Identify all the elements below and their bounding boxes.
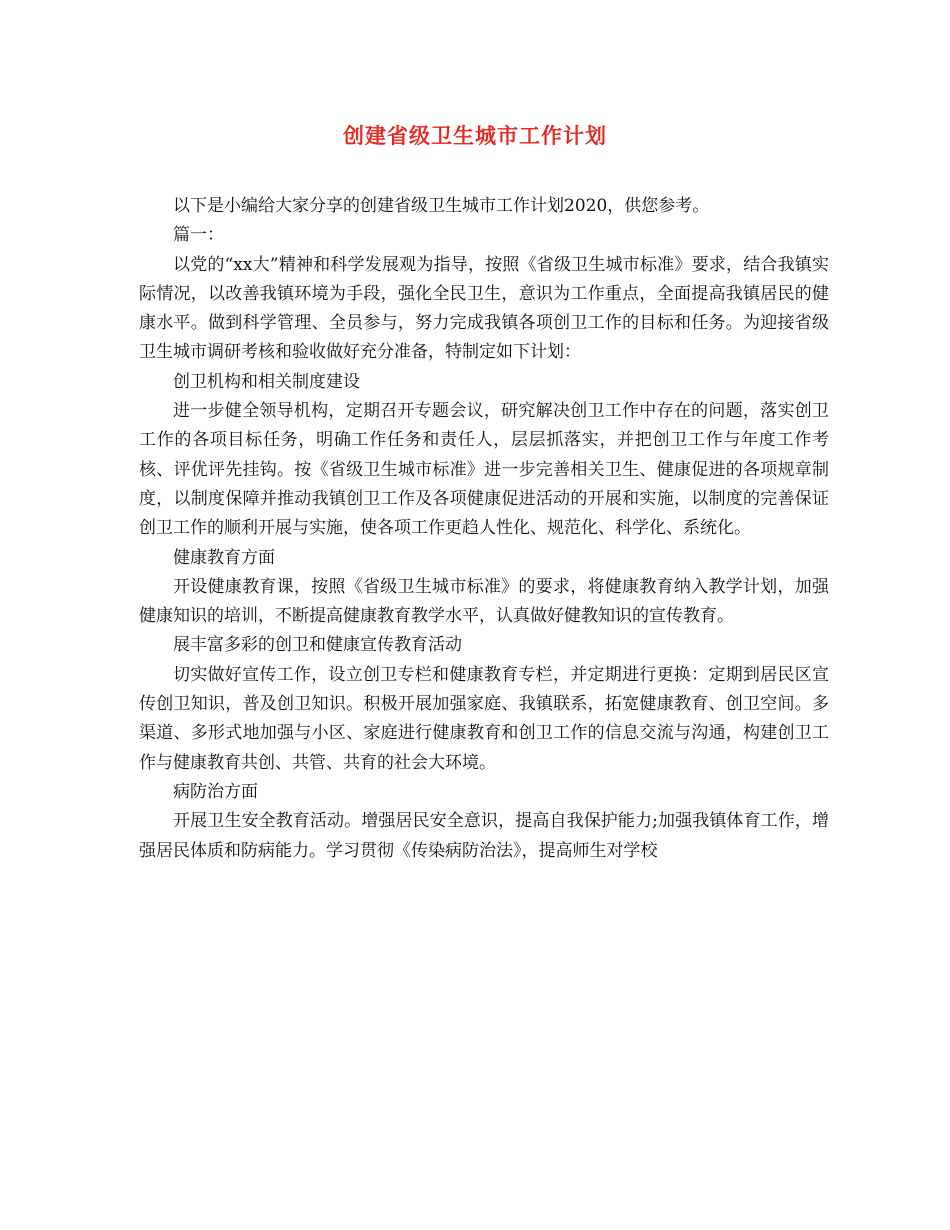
body-paragraph: 以党的“xx大”精神和科学发展观为指导，按照《省级卫生城市标准》要求，结合我镇实际情况，以改善我镇环境为手段，强化全民卫生，意识为工作重点，全面提高我镇居民的健康水平。做到科学管理、全员参与，努力完成我镇各项创卫工作的目标和任务。为迎接省级卫生城市调研考核和验收做好充分准备，特制定如下计划： — [139, 254, 829, 363]
section-heading: 创卫机构和相关制度建设 — [173, 371, 360, 392]
document-title: 创建省级卫生城市工作计划 — [343, 123, 607, 148]
body-paragraph: 切实做好宣传工作，设立创卫专栏和健康教育专栏，并定期进行更换：定期到居民区宣传创卫知识，普及创卫知识。积极开展加强家庭、我镇联系，拓宽健康教育、创卫空间。多渠道、多形式地加强与小区、家庭进行健康教育和创卫工作的信息交流与沟通，构建创卫工作与健康教育共创、共管、共育的社会大环境。 — [139, 664, 829, 773]
body-paragraph: 开展卫生安全教育活动。增强居民安全意识，提高自我保护能力;加强我镇体育工作，增强居民体质和防病能力。学习贯彻《传染病防治法》，提高师生对学校 — [139, 811, 829, 861]
intro-paragraph: 以下是小编给大家分享的创建省级卫生城市工作计划2020，供您参考。 — [173, 196, 710, 216]
section-heading: 病防治方面 — [173, 781, 258, 802]
body-paragraph: 进一步健全领导机构，定期召开专题会议，研究解决创卫工作中存在的问题，落实创卫工作的各项目标任务，明确工作任务和责任人，层层抓落实，并把创卫工作与年度工作考核、评优评先挂钩。按《省级卫生城市标准》进一步完善相关卫生、健康促进的各项规章制度，以制度保障并推动我镇创卫工作及各项健康促进活动的开展和实施，以制度的完善保证创卫工作的顺利开展与实施，使各项工作更趋人性化、规范化、科学化、系统化。 — [139, 401, 829, 539]
section-heading: 展丰富多彩的创卫和健康宣传教育活动 — [173, 635, 462, 656]
section-heading: 健康教育方面 — [173, 547, 275, 568]
document-body — [139, 192, 829, 866]
body-paragraph: 开设健康教育课，按照《省级卫生城市标准》的要求，将健康教育纳入教学计划，加强健康知识的培训，不断提高健康教育教学水平，认真做好健教知识的宣传教育。 — [139, 576, 829, 627]
section-label: 篇一： — [173, 225, 224, 246]
